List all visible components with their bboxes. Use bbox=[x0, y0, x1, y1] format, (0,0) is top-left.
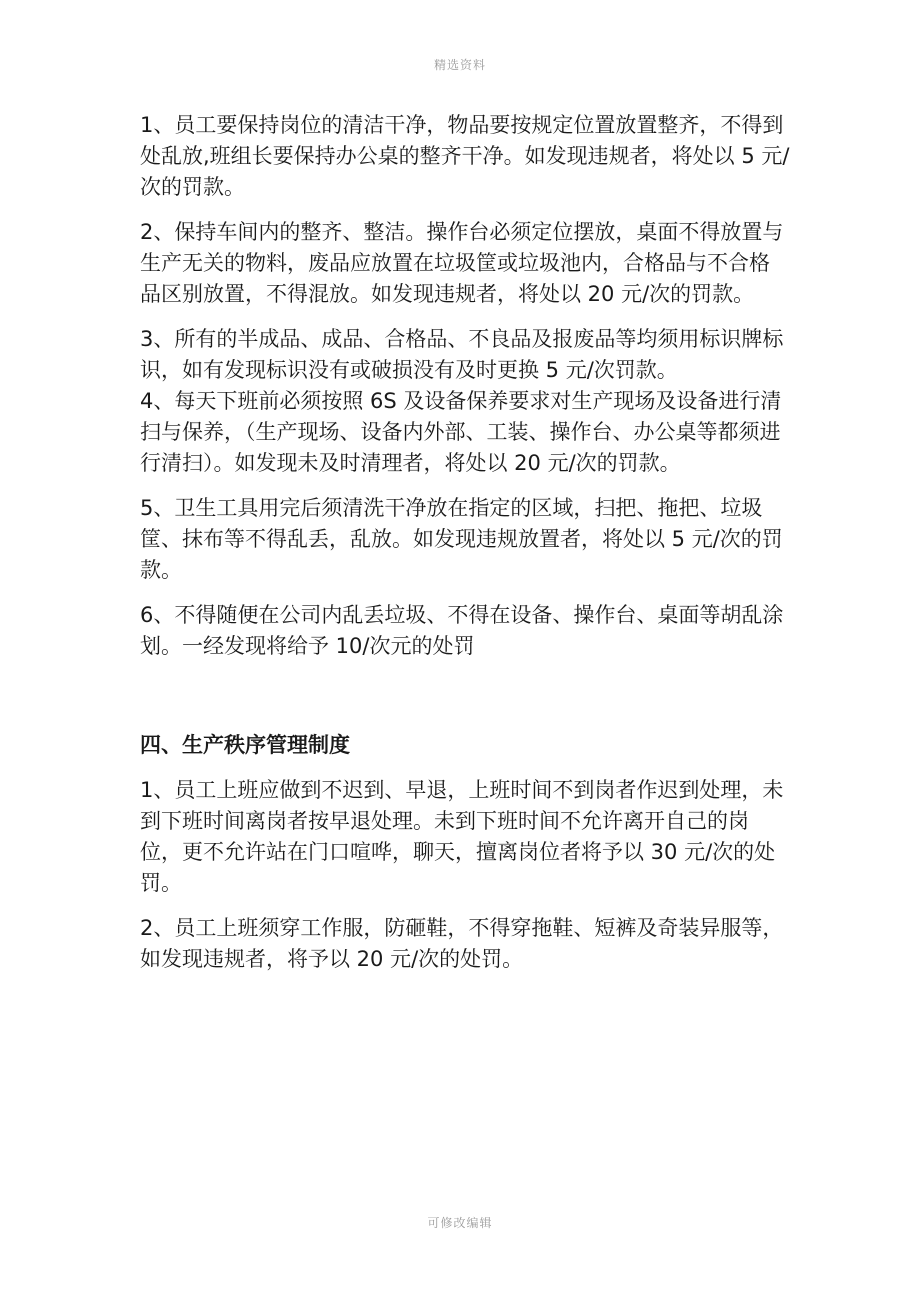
rule-paragraph: 2、保持车间内的整齐、整洁。操作台必须定位摆放，桌面不得放置与生产无关的物料，废品应放置在垃圾筐或垃圾池内，合格品与不合格品区别放置，不得混放。如发现违规者，将处以 20 元/次的罚款。 bbox=[140, 220, 784, 306]
footer-watermark: 可修改编辑 bbox=[427, 1216, 493, 1230]
document-body bbox=[140, 110, 790, 989]
rule-paragraph: 1、员工上班应做到不迟到、早退，上班时间不到岗者作迟到处理，未到下班时间离岗者按早退处理。未到下班时间不允许离开自己的岗位，更不允许站在门口喧哗，聊天，擅离岗位者将予以 30 元/次的处罚。 bbox=[140, 778, 784, 895]
section-spacer bbox=[140, 676, 790, 730]
header-watermark: 精选资料 bbox=[433, 58, 486, 72]
rule-paragraph: 3、所有的半成品、成品、合格品、不良品及报废品等均须用标识牌标识，如有发现标识没有或破损没有及时更换 5 元/次罚款。 bbox=[140, 327, 784, 382]
rule-paragraph: 4、每天下班前必须按照 6S 及设备保养要求对生产现场及设备进行清扫与保养，（生产现场、设备内外部、工装、操作台、办公桌等都须进行清扫）。如发现未及时清理者，将处以 20 元/次的罚款。 bbox=[140, 389, 782, 475]
rule-paragraph: 5、卫生工具用完后须清洗干净放在指定的区域，扫把、拖把、垃圾筐、抹布等不得乱丢，乱放。如发现违规放置者，将处以 5 元/次的罚款。 bbox=[140, 496, 783, 582]
rule-paragraph: 2、员工上班须穿工作服，防砸鞋，不得穿拖鞋、短裤及奇装异服等，如发现违规者，将予以 20 元/次的处罚。 bbox=[140, 916, 784, 971]
rule-paragraph: 1、员工要保持岗位的清洁干净，物品要按规定位置放置整齐，不得到处乱放,班组长要保持办公桌的整齐干净。如发现违规者，将处以 5 元/次的罚款。 bbox=[140, 113, 790, 199]
rule-paragraph: 6、不得随便在公司内乱丢垃圾、不得在设备、操作台、桌面等胡乱涂划。一经发现将给予 10/次元的处罚 bbox=[140, 603, 784, 658]
section-heading: 四、生产秩序管理制度 bbox=[140, 733, 350, 757]
